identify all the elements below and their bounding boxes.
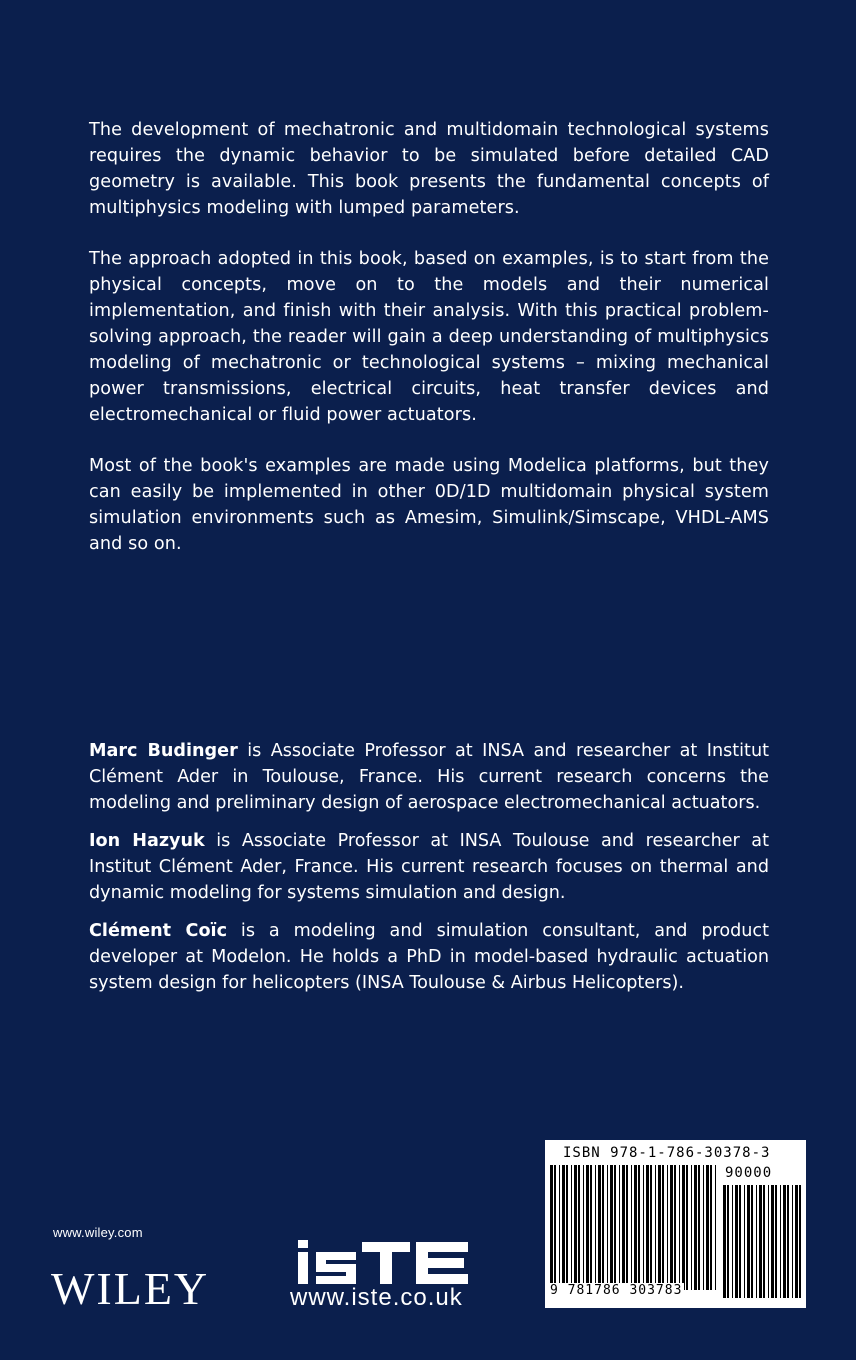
author-bio <box>89 738 769 816</box>
isbn-barcode <box>545 1140 806 1308</box>
author-bio <box>89 828 769 906</box>
author-name: Marc Budinger <box>89 741 238 761</box>
isbn-number: ISBN 978-1-786-30378-3 <box>563 1145 771 1161</box>
iste-website: www.iste.co.uk <box>290 1284 463 1311</box>
barcode-addon: 90000 <box>725 1165 773 1181</box>
author-bio-text: is Associate Professor at INSA and researcher at Institut Clément Ader in Toulouse, France. His current research concerns the modeling and preliminary design of aerospace electromechanical actuators. <box>89 741 769 813</box>
iste-logo <box>298 1240 470 1290</box>
author-bio <box>89 918 769 996</box>
author-name: Ion Hazyuk <box>89 831 205 851</box>
author-name: Clément Coïc <box>89 921 227 941</box>
description-paragraph-2: The approach adopted in this book, based on examples, is to start from the physical concepts, move on to the models and their numerical implementation, and finish with their analysis. With this practical problem-solving approach, the reader will gain a deep understanding of multiphysics modeling of mechatronic or technological systems – mixing mechanical power transmissions, electrical circuits, heat transfer devices and electromechanical or fluid power actuators. <box>89 249 769 425</box>
barcode-digits: 9 781786 303783 <box>550 1283 683 1298</box>
wiley-website: www.wiley.com <box>53 1225 143 1240</box>
description-paragraph-3: Most of the book's examples are made using Modelica platforms, but they can easily be implemented in other 0D/1D multidomain physical system simulation environments such as Amesim, Simulink/Simscape, VHDL-AMS and so on. <box>89 456 769 554</box>
author-bio-text: is Associate Professor at INSA Toulouse and researcher at Institut Clément Ader, France. His current research focuses on thermal and dynamic modeling for systems simulation and design. <box>89 831 769 903</box>
book-description <box>89 117 769 582</box>
wiley-logo: WILEY <box>51 1263 210 1314</box>
author-biographies <box>89 738 769 1008</box>
author-bio-text: is a modeling and simulation consultant, and product developer at Modelon. He holds a PhD in model-based hydraulic actuation system design for helicopters (INSA Toulouse & Airbus Helicopters). <box>89 921 769 993</box>
description-paragraph-1: The development of mechatronic and multidomain technological systems requires the dynamic behavior to be simulated before detailed CAD geometry is available. This book presents the fundamental concepts of multiphysics modeling with lumped parameters. <box>89 120 769 218</box>
